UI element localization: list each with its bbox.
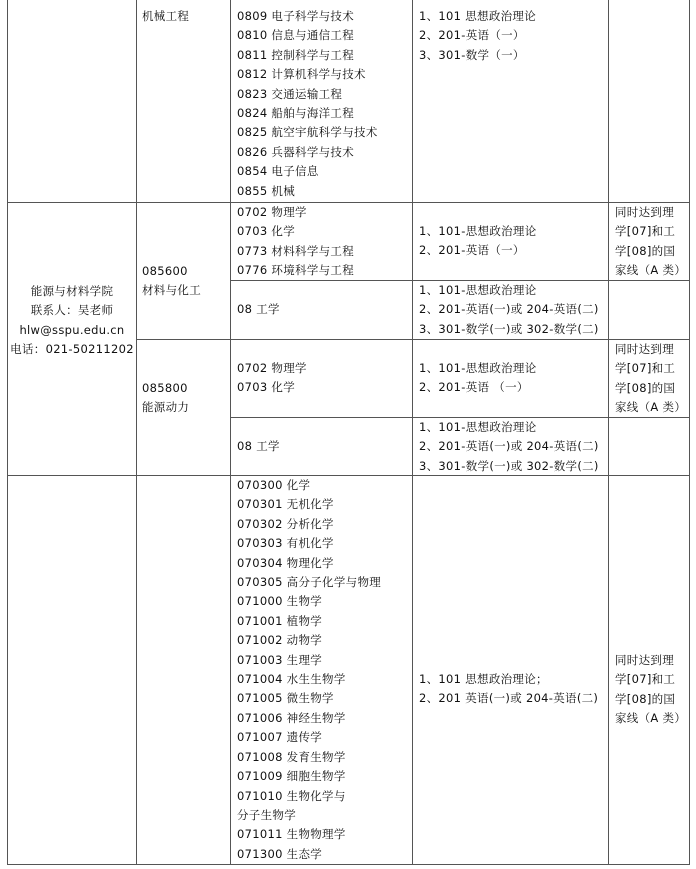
note-line: 同时达到理 — [615, 342, 674, 356]
exam-item: 1、101 思想政治理论； — [419, 672, 548, 686]
row1-major: 机械工程 — [142, 9, 190, 23]
note-line: 学[08]的国 — [615, 380, 676, 395]
direction-item: 071011 生物物理学 — [237, 827, 346, 842]
exam-item: 2、201-英语（一） — [419, 243, 525, 258]
direction-item: 070300 化学 — [237, 478, 311, 492]
row4-exams — [419, 670, 598, 709]
grid-v-3 — [412, 0, 413, 865]
major-name: 能源动力 — [142, 400, 190, 415]
direction-item: 070302 分析化学 — [237, 516, 334, 531]
direction-item: 0854 电子信息 — [237, 164, 319, 179]
direction-item: 0824 船舶与海洋工程 — [237, 106, 355, 121]
exam-item: 3、301-数学（一） — [419, 47, 525, 62]
direction-item: 0812 计算机科学与技术 — [237, 67, 366, 82]
row2-sub2-exams — [419, 281, 599, 339]
direction-item: 071005 微生物学 — [237, 691, 334, 706]
direction-item: 分子生物学 — [237, 807, 296, 822]
note-line: 家线（A 类） — [615, 400, 687, 415]
row2-major — [142, 262, 201, 301]
row1-exams — [419, 7, 536, 65]
direction-item: 071300 生态学 — [237, 846, 323, 861]
row3-sub1-note — [615, 340, 686, 418]
contact-phone: 电话：021-50211202 — [10, 342, 134, 357]
row3-sub1-directions — [237, 359, 307, 398]
direction-item: 0703 化学 — [237, 224, 296, 239]
direction-item: 070305 高分子化学与物理 — [237, 575, 382, 590]
direction-item: 071003 生理学 — [237, 652, 323, 667]
exam-item: 1、101-思想政治理论 — [419, 361, 537, 375]
direction-item: 0776 环境科学与工程 — [237, 263, 355, 278]
exam-item: 3、301-数学(一)或 302-数学(二) — [419, 458, 599, 473]
direction-item: 0810 信息与通信工程 — [237, 28, 355, 43]
direction-item: 071007 遗传学 — [237, 730, 323, 745]
row4-directions — [237, 476, 381, 864]
direction-item: 0823 交通运输工程 — [237, 86, 343, 101]
direction-item: 0702 物理学 — [237, 361, 307, 375]
row2-sub1-note — [615, 203, 686, 281]
exam-item: 3、301-数学(一)或 302-数学(二) — [419, 321, 599, 336]
school-name: 能源与材料学院 — [30, 284, 114, 298]
row3-sub1-exams — [419, 359, 537, 398]
exam-item: 2、201-英语(一)或 204-英语(二) — [419, 439, 599, 454]
direction-item: 0855 机械 — [237, 183, 296, 198]
note-line: 家线（A 类） — [615, 263, 687, 278]
note-line: 学[08]的国 — [615, 691, 676, 706]
major-code: 085800 — [142, 381, 188, 395]
direction-item: 070303 有机化学 — [237, 536, 334, 551]
row1-directions — [237, 7, 378, 201]
exam-item: 2、201 英语(一)或 204-英语(二) — [419, 691, 599, 706]
row2-sub1-exams — [419, 222, 537, 261]
note-line: 学[07]和工 — [615, 361, 676, 376]
exam-item: 2、201-英语(一)或 204-英语(二) — [419, 302, 599, 317]
direction-item: 0703 化学 — [237, 380, 296, 395]
major-code: 085600 — [142, 264, 188, 278]
major-name: 材料与化工 — [142, 283, 201, 298]
grid-v-1 — [136, 0, 137, 865]
note-line: 学[07]和工 — [615, 672, 676, 687]
direction-item: 0825 航空宇航科学与技术 — [237, 125, 378, 140]
grid-v-left — [7, 0, 8, 865]
direction-item: 0826 兵器科学与技术 — [237, 144, 355, 159]
contact-person: 联系人：吴老师 — [30, 303, 114, 318]
direction-item: 071001 植物学 — [237, 613, 323, 628]
exam-item: 1、101-思想政治理论 — [419, 224, 537, 238]
direction-item: 0811 控制科学与工程 — [237, 47, 355, 62]
row2-sub2-direction: 08 工学 — [237, 302, 280, 316]
direction-item: 071006 神经生物学 — [237, 710, 346, 725]
exam-item: 2、201-英语（一） — [419, 28, 525, 43]
grid-h-row2-bottom — [136, 339, 690, 340]
direction-item: 071000 生物学 — [237, 594, 323, 609]
direction-item: 071009 细胞生物学 — [237, 769, 346, 784]
direction-item: 0702 物理学 — [237, 205, 307, 219]
note-line: 学[07]和工 — [615, 224, 676, 239]
direction-item: 071002 动物学 — [237, 633, 323, 648]
grid-h-bottom — [7, 864, 690, 865]
row4-note — [615, 651, 686, 729]
note-line: 同时达到理 — [615, 653, 674, 667]
note-line: 家线（A 类） — [615, 711, 687, 726]
row3-sub2-direction: 08 工学 — [237, 439, 280, 453]
grid-v-right — [689, 0, 690, 865]
row3-sub2-exams — [419, 418, 599, 476]
direction-item: 0809 电子科学与技术 — [237, 9, 355, 23]
note-line: 同时达到理 — [615, 205, 674, 219]
note-line: 学[08]的国 — [615, 243, 676, 258]
exam-item: 2、201-英语 （一） — [419, 380, 529, 395]
direction-item: 070304 物理化学 — [237, 555, 334, 570]
direction-item: 0773 材料科学与工程 — [237, 243, 355, 258]
school-contact — [8, 282, 136, 360]
direction-item: 071010 生物化学与 — [237, 788, 346, 803]
grid-v-2 — [230, 0, 231, 865]
contact-email[interactable]: hlw@sspu.edu.cn — [19, 322, 125, 337]
exam-item: 1、101-思想政治理论 — [419, 420, 537, 434]
row3-major — [142, 379, 189, 418]
direction-item: 071008 发育生物学 — [237, 749, 346, 764]
direction-item: 070301 无机化学 — [237, 497, 334, 512]
exam-item: 1、101-思想政治理论 — [419, 283, 537, 297]
exam-item: 1、101 思想政治理论 — [419, 9, 537, 23]
row2-sub1-directions — [237, 203, 354, 281]
direction-item: 071004 水生生物学 — [237, 672, 346, 687]
grid-v-4 — [608, 0, 609, 865]
